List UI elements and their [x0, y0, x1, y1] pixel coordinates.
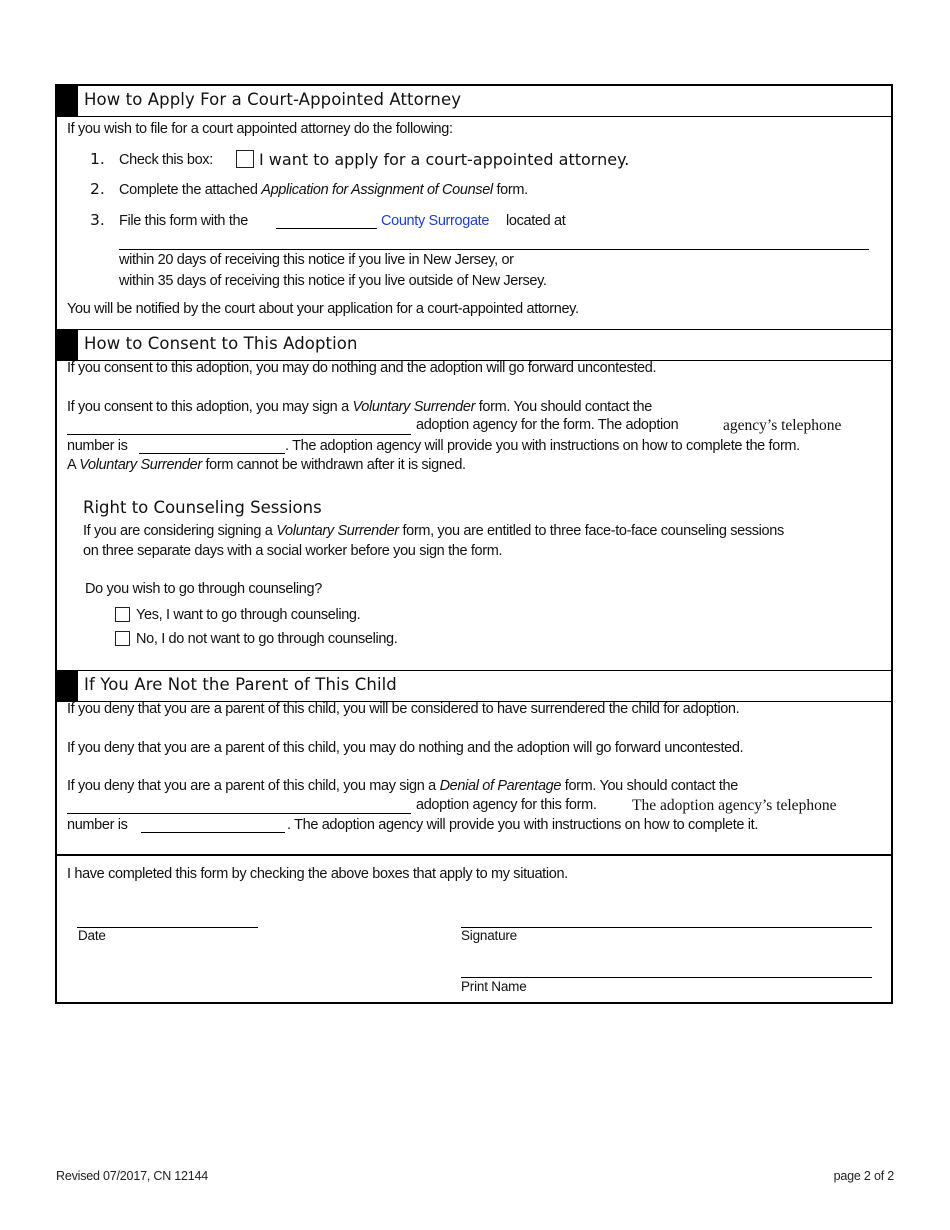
step-number: 3.: [90, 211, 105, 229]
denial-text: number is: [67, 817, 128, 833]
consent-text: agency’s telephone: [723, 417, 842, 434]
form-frame: [55, 84, 893, 1004]
counseling-text: [83, 523, 784, 539]
denial-text: . The adoption agency will provide you with instructions on how to complete it.: [287, 817, 758, 833]
agency-telephone-field[interactable]: [141, 832, 285, 833]
text: If you consent to this adoption, you may sign a: [67, 399, 349, 415]
checkbox-label: I want to apply for a court-appointed attorney.: [259, 150, 630, 169]
step-text: [119, 182, 528, 198]
form-name: Voluntary Surrender: [276, 523, 399, 539]
counseling-yes-checkbox[interactable]: [115, 607, 130, 622]
section-header-consent: [57, 329, 891, 361]
text: form. You should contact the: [478, 399, 652, 415]
text: A: [67, 457, 76, 473]
denial-paragraph: [67, 778, 738, 794]
adoption-agency-name-field[interactable]: [67, 434, 411, 435]
completion-statement: I have completed this form by checking the above boxes that apply to my situation.: [67, 866, 568, 882]
notification-text: You will be notified by the court about your application for a court-appointed attorney.: [67, 301, 579, 317]
consent-paragraph: [67, 399, 652, 415]
section-title: How to Apply For a Court-Appointed Attorney: [84, 90, 462, 109]
step-text: located at: [506, 213, 566, 229]
deadline-nj: within 20 days of receiving this notice if you live in New Jersey, or: [119, 252, 514, 268]
step-number: 1.: [90, 150, 105, 168]
denial-paragraph: If you deny that you are a parent of this child, you may do nothing and the adoption will go forward uncontested.: [67, 740, 744, 756]
form-name: Application for Assignment of Counsel: [261, 182, 493, 198]
counseling-subheading: Right to Counseling Sessions: [83, 498, 322, 517]
section-header-marker: [57, 671, 78, 701]
agency-telephone-field[interactable]: [139, 453, 285, 454]
counseling-no-label: No, I do not want to go through counseling.: [136, 631, 398, 647]
consent-text: [67, 457, 466, 473]
county-name-field[interactable]: [276, 228, 377, 229]
print-name-label: Print Name: [461, 979, 527, 994]
step-number: 2.: [90, 180, 105, 198]
signature-label: Signature: [461, 928, 517, 943]
adoption-agency-name-field[interactable]: [67, 813, 411, 814]
signature-divider: [57, 854, 891, 856]
section-header-attorney: [57, 86, 891, 117]
section-title: How to Consent to This Adoption: [84, 334, 358, 353]
counseling-text: on three separate days with a social worker before you sign the form.: [83, 543, 503, 559]
section-title: If You Are Not the Parent of This Child: [84, 675, 397, 694]
form-name: Voluntary Surrender: [79, 457, 202, 473]
page-number: page 2 of 2: [833, 1169, 894, 1183]
step-text-pre: Complete the attached: [119, 182, 258, 198]
counseling-yes-label: Yes, I want to go through counseling.: [136, 607, 361, 623]
step-text: Check this box:: [119, 152, 213, 168]
consent-text: number is: [67, 438, 128, 454]
text: If you are considering signing a: [83, 523, 273, 539]
consent-paragraph: If you consent to this adoption, you may do nothing and the adoption will go forward uncontested.: [67, 360, 657, 376]
counseling-no-checkbox[interactable]: [115, 631, 130, 646]
form-name: Voluntary Surrender: [352, 399, 476, 415]
denial-text: adoption agency for this form.: [416, 797, 597, 813]
text: form. You should contact the: [564, 778, 738, 794]
court-attorney-checkbox[interactable]: [236, 150, 254, 168]
text: If you deny that you are a parent of this child, you may sign a: [67, 778, 436, 794]
section-header-not-parent: [57, 670, 891, 702]
step-text-post: form.: [496, 182, 528, 198]
denial-text: The adoption agency’s telephone: [632, 797, 837, 814]
date-label: Date: [78, 928, 106, 943]
deadline-outside-nj: within 35 days of receiving this notice if you live outside of New Jersey.: [119, 273, 547, 289]
print-name-field[interactable]: [461, 977, 872, 978]
form-name: Denial of Parentage: [439, 778, 562, 794]
surrogate-address-field[interactable]: [119, 249, 869, 250]
counseling-question: Do you wish to go through counseling?: [85, 581, 322, 597]
section-header-marker: [57, 86, 78, 116]
consent-text: . The adoption agency will provide you with instructions on how to complete the form.: [285, 438, 800, 454]
section-header-marker: [57, 330, 78, 360]
text: form, you are entitled to three face-to-face counseling sessions: [402, 523, 784, 539]
step-text: File this form with the: [119, 213, 248, 229]
revision-info: Revised 07/2017, CN 12144: [56, 1169, 209, 1183]
county-surrogate-link[interactable]: County Surrogate: [381, 213, 490, 229]
text: form cannot be withdrawn after it is signed.: [205, 457, 466, 473]
intro-text: If you wish to file for a court appointed attorney do the following:: [67, 121, 453, 137]
consent-text: adoption agency for the form. The adoption: [416, 417, 679, 433]
signature-field[interactable]: [461, 927, 872, 928]
denial-paragraph: If you deny that you are a parent of this child, you will be considered to have surrendered the child for adoption.: [67, 701, 740, 717]
